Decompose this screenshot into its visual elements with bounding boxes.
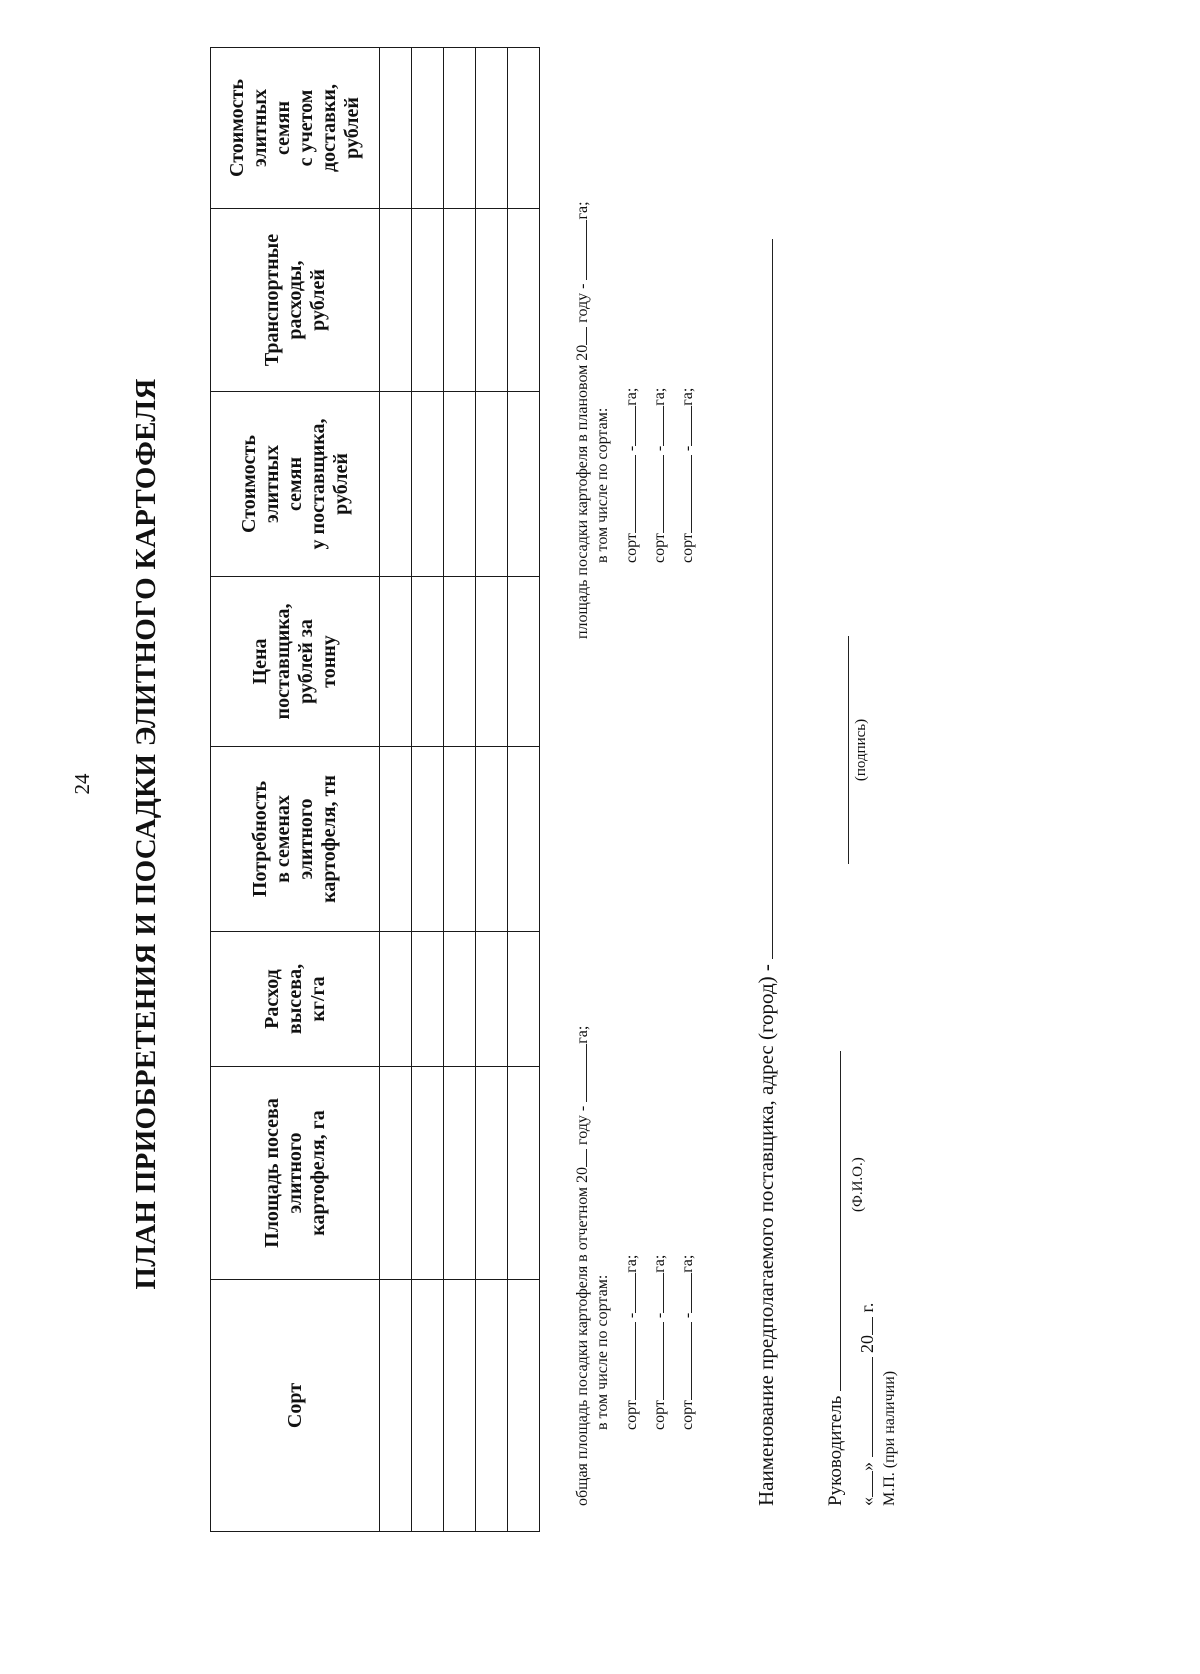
table-cell[interactable] (412, 747, 444, 932)
reporting-sort-row (621, 1026, 641, 1506)
header-seed-need: Потребность в семенах элитного картофеля, тн (211, 747, 380, 932)
unit: га; (651, 387, 668, 406)
table-cell[interactable] (380, 48, 412, 209)
table-cell[interactable] (380, 1067, 412, 1280)
header-seed-cost-with-delivery: Стоимость элитных семян с учетом доставки, рублей (211, 48, 380, 209)
table-cell[interactable] (508, 932, 540, 1067)
signature-caption: (подпись) (853, 718, 869, 782)
table-cell[interactable] (380, 932, 412, 1067)
table-cell[interactable] (412, 932, 444, 1067)
table-cell[interactable] (444, 392, 476, 577)
reporting-area-text: общая площадь посадки картофеля в отчетном 20 (574, 1166, 591, 1506)
table-cell[interactable] (508, 1280, 540, 1532)
table-cell[interactable] (476, 747, 508, 932)
head-fio-field[interactable] (826, 1051, 841, 1391)
sort-label: сорт (651, 1400, 668, 1430)
dash: - (623, 445, 640, 452)
sort-area-field[interactable] (621, 406, 636, 446)
planned-total-area-field[interactable] (572, 220, 587, 280)
table-cell[interactable] (476, 1067, 508, 1280)
table-cell[interactable] (444, 1067, 476, 1280)
table-row (380, 48, 412, 1532)
table-body (380, 48, 540, 1532)
page-number: 24 (70, 773, 94, 795)
sort-area-field[interactable] (677, 1273, 692, 1313)
sort-label: сорт (651, 533, 668, 563)
table-cell[interactable] (476, 932, 508, 1067)
header-seed-cost-at-supplier: Стоимость элитных семян у поставщика, рублей (211, 392, 380, 577)
table-cell[interactable] (508, 48, 540, 209)
table-cell[interactable] (412, 48, 444, 209)
table-cell[interactable] (444, 209, 476, 392)
header-sowing-area: Площадь посева элитного картофеля, га (211, 1067, 380, 1280)
table-row (444, 48, 476, 1532)
quote-open: « (857, 1497, 877, 1506)
table-cell[interactable] (508, 747, 540, 932)
planned-sort-row (621, 201, 641, 639)
sort-label: сорт (679, 533, 696, 563)
day-field[interactable] (858, 1471, 873, 1497)
planned-year-word: году - (574, 283, 591, 323)
supplier-field[interactable] (754, 239, 773, 959)
table-cell[interactable] (476, 1280, 508, 1532)
table-cell[interactable] (444, 747, 476, 932)
planned-area-text: площадь посадки картофеля в плановом 20 (574, 344, 591, 639)
unit: га; (623, 387, 640, 406)
date-line (857, 1303, 878, 1506)
sort-area-field[interactable] (649, 1273, 664, 1313)
reporting-sort-row (649, 1026, 669, 1506)
signature-line[interactable] (848, 636, 849, 864)
table-row (412, 48, 444, 1532)
table-cell[interactable] (476, 392, 508, 577)
header-seeding-rate: Расход высева, кг/га (211, 932, 380, 1067)
table-cell[interactable] (444, 1280, 476, 1532)
table-cell[interactable] (444, 932, 476, 1067)
header-sort: Сорт (211, 1280, 380, 1532)
dash: - (651, 445, 668, 452)
table-header-row (211, 48, 380, 1532)
year-blank[interactable] (572, 1149, 587, 1167)
table-cell[interactable] (476, 577, 508, 747)
sort-label: сорт (679, 1400, 696, 1430)
sort-name-field[interactable] (621, 455, 636, 533)
supplier-label: Наименование предполагаемого поставщика, адрес (город) - (754, 964, 778, 1506)
table-cell[interactable] (412, 577, 444, 747)
table-cell[interactable] (380, 392, 412, 577)
sort-area-field[interactable] (649, 406, 664, 446)
sort-name-field[interactable] (649, 455, 664, 533)
sort-name-field[interactable] (677, 455, 692, 533)
sort-area-field[interactable] (677, 406, 692, 446)
year-prefix: 20 (857, 1335, 877, 1353)
table-cell[interactable] (508, 392, 540, 577)
dash: - (623, 1312, 640, 1319)
table-cell[interactable] (380, 209, 412, 392)
planned-sort-row (677, 201, 697, 639)
fio-caption: (Ф.И.О.) (850, 1157, 866, 1212)
table-cell[interactable] (476, 48, 508, 209)
table-cell[interactable] (508, 577, 540, 747)
head-line (825, 1051, 847, 1506)
unit: га; (651, 1254, 668, 1273)
year-suffix: г. (857, 1302, 877, 1313)
sort-label: сорт (623, 533, 640, 563)
stamp-note: М.П. (при наличии) (881, 1370, 898, 1506)
month-field[interactable] (858, 1358, 873, 1458)
document-title: ПЛАН ПРИОБРЕТЕНИЯ И ПОСАДКИ ЭЛИТНОГО КАРТОФЕЛЯ (130, 378, 162, 1290)
header-transport-cost: Транспортные расходы, рублей (211, 209, 380, 392)
year-blank[interactable] (572, 327, 587, 345)
table-cell[interactable] (412, 209, 444, 392)
table-cell[interactable] (508, 209, 540, 392)
dash: - (679, 445, 696, 452)
planned-including: в том числе по сортам: (594, 407, 611, 563)
header-supplier-price: Цена поставщика, рублей за тонну (211, 577, 380, 747)
table-cell[interactable] (476, 209, 508, 392)
table-cell[interactable] (444, 577, 476, 747)
reporting-sort-row (677, 1026, 697, 1506)
dash: - (651, 1312, 668, 1319)
reporting-year-word: году - (574, 1105, 591, 1145)
table-cell[interactable] (412, 1280, 444, 1532)
unit: га; (679, 387, 696, 406)
sort-label: сорт (623, 1400, 640, 1430)
table-row (476, 48, 508, 1532)
unit: га; (679, 1254, 696, 1273)
table-cell[interactable] (508, 1067, 540, 1280)
supplier-line (754, 239, 779, 1506)
table-cell[interactable] (412, 392, 444, 577)
sort-name-field[interactable] (677, 1322, 692, 1400)
table-cell[interactable] (380, 1280, 412, 1532)
quote-close: » (857, 1462, 877, 1471)
sort-name-field[interactable] (649, 1322, 664, 1400)
year-field[interactable] (858, 1317, 873, 1335)
plan-table (210, 47, 540, 1532)
head-label: Руководитель (825, 1395, 846, 1506)
table-cell[interactable] (380, 577, 412, 747)
table-row (508, 48, 540, 1532)
dash: - (679, 1312, 696, 1319)
planned-area-block (572, 201, 697, 639)
table-cell[interactable] (444, 48, 476, 209)
unit: га; (623, 1254, 640, 1273)
planned-unit: га; (574, 201, 591, 220)
table-cell[interactable] (412, 1067, 444, 1280)
sort-area-field[interactable] (621, 1273, 636, 1313)
reporting-including: в том числе по сортам: (594, 1274, 611, 1430)
reporting-total-area-field[interactable] (572, 1044, 587, 1102)
table-cell[interactable] (380, 747, 412, 932)
reporting-area-block (572, 1026, 697, 1506)
reporting-unit: га; (574, 1025, 591, 1044)
sort-name-field[interactable] (621, 1322, 636, 1400)
planned-sort-row (649, 201, 669, 639)
